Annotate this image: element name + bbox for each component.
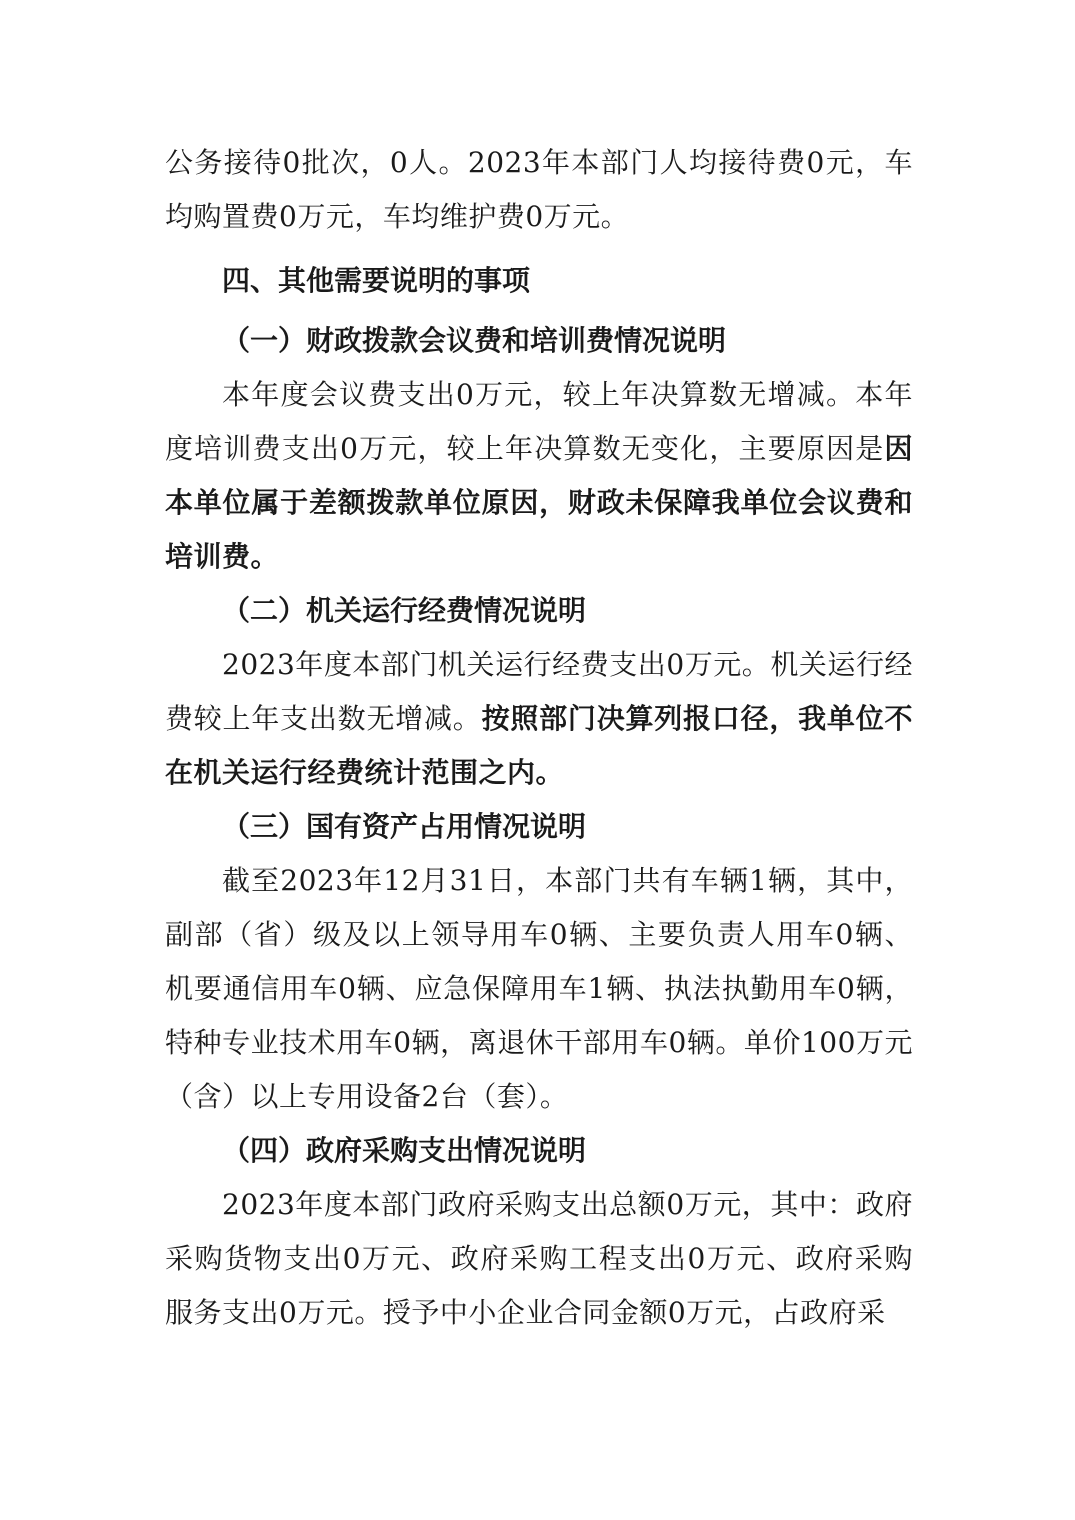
paragraph-meeting-training-fees xyxy=(165,368,913,584)
subheading-state-assets: （三）国有资产占用情况说明 xyxy=(222,810,587,843)
subheading-government-procurement: （四）政府采购支出情况说明 xyxy=(222,1134,587,1167)
paragraph-meeting-training-text: 本年度会议费支出0万元，较上年决算数无增减。本年度培训费支出0万元，较上年决算数无变化，主要原因是 xyxy=(165,378,913,465)
paragraph-state-assets: 截至2023年12月31日，本部门共有车辆1辆，其中，副部（省）级及以上领导用车0辆、主要负责人用车0辆、机要通信用车0辆、应急保障用车1辆、执法执勤用车0辆，特种专业技术用车0辆，离退休干部用车0辆。单价100万元（含）以上专用设备2台（套）。 xyxy=(165,864,913,1113)
paragraph-meeting-training-reason: 因本单位属于差额拨款单位原因，财政未保障我单位会议费和培训费。 xyxy=(165,432,913,573)
paragraph-government-procurement: 2023年度本部门政府采购支出总额0万元，其中：政府采购货物支出0万元、政府采购工程支出0万元、政府采购服务支出0万元。授予中小企业合同金额0万元，占政府采 xyxy=(165,1188,913,1329)
paragraph-operating-expenses xyxy=(165,638,913,800)
document-page xyxy=(165,136,913,1340)
subheading-operating-expenses: （二）机关运行经费情况说明 xyxy=(222,594,587,627)
paragraph-operating-expenses-note: 按照部门决算列报口径，我单位不在机关运行经费统计范围之内。 xyxy=(165,702,913,789)
section-heading-other-matters: 四、其他需要说明的事项 xyxy=(222,264,531,297)
paragraph-operating-expenses-text: 2023年度本部门机关运行经费支出0万元。机关运行经费较上年支出数无增减。 xyxy=(165,648,913,735)
subheading-meeting-training-fees: （一）财政拨款会议费和培训费情况说明 xyxy=(222,324,727,357)
paragraph-reception-summary: 公务接待0批次，0人。2023年本部门人均接待费0元，车均购置费0万元，车均维护费0万元。 xyxy=(165,146,913,233)
